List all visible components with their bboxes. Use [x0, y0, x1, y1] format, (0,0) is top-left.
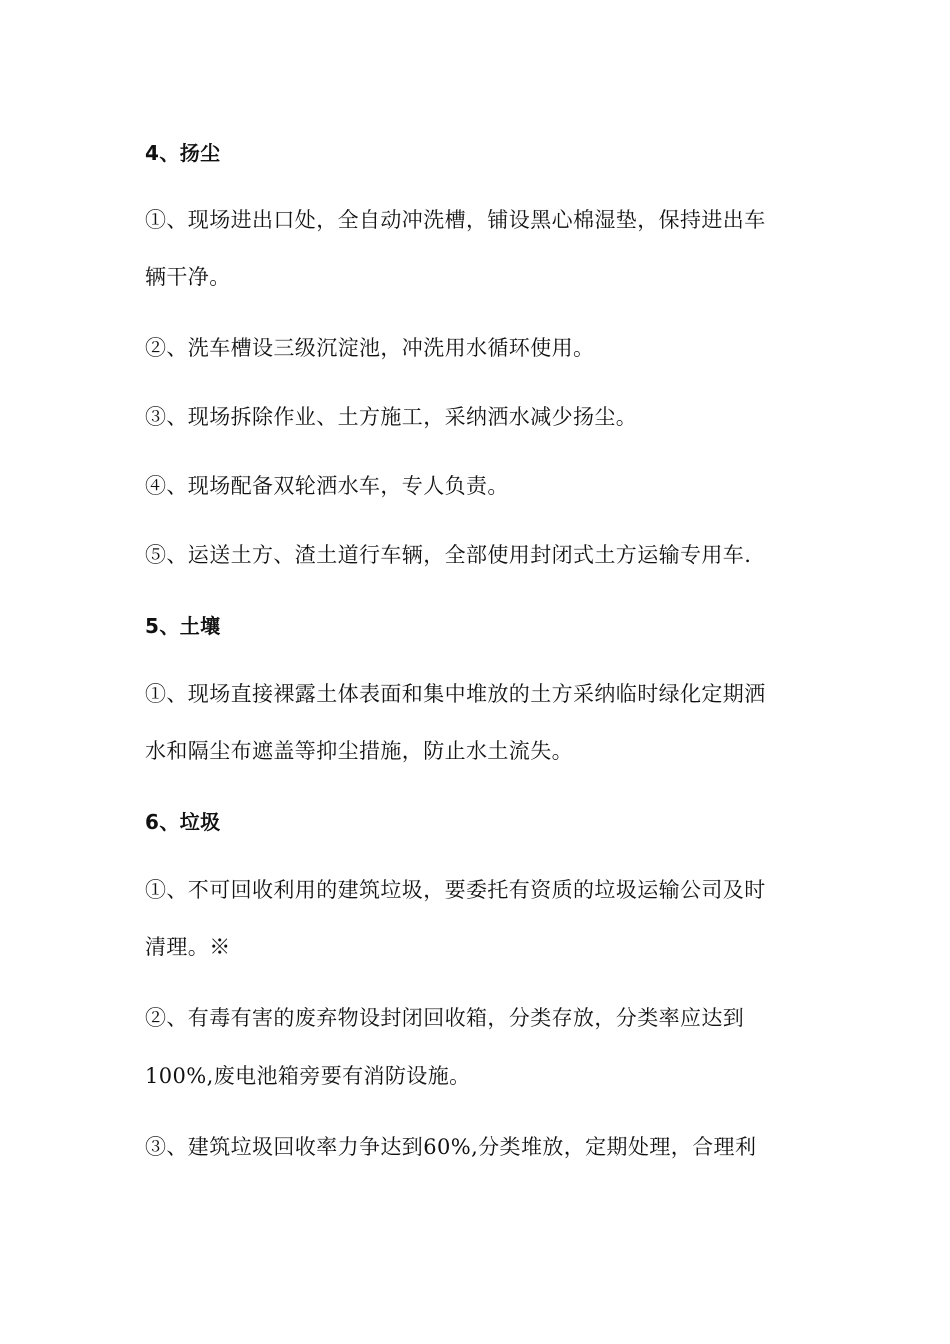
paragraph-soil-item-1-line-2: 水和隔尘布遮盖等抑尘措施，防止水土流失。	[145, 739, 573, 763]
paragraph-dust-item-4: ④、现场配备双轮洒水车，专人负责。	[145, 474, 509, 498]
paragraph-waste-item-2-line-1: ②、有毒有害的废弃物设封闭回收箱，分类存放，分类率应达到	[145, 1006, 745, 1030]
paragraph-dust-item-3: ③、现场拆除作业、土方施工，采纳洒水减少扬尘。	[145, 405, 638, 429]
paragraph-dust-item-2: ②、洗车槽设三级沉淀池，冲洗用水循环使用。	[145, 336, 595, 360]
paragraph-dust-item-5: ⑤、运送土方、渣土道行车辆，全部使用封闭式土方运输专用车.	[145, 543, 752, 567]
section-heading-dust: 4、扬尘	[145, 141, 221, 165]
paragraph-dust-item-1-line-2: 辆干净。	[145, 265, 231, 289]
section-heading-soil: 5、土壤	[145, 614, 221, 638]
paragraph-waste-item-2-line-2: 100%,废电池箱旁要有消防设施。	[145, 1064, 471, 1088]
paragraph-waste-item-1-line-1: ①、不可回收利用的建筑垃圾，要委托有资质的垃圾运输公司及时	[145, 878, 766, 902]
paragraph-dust-item-1-line-1: ①、现场进出口处，全自动冲洗槽，铺设黑心棉湿垫，保持进出车	[145, 208, 766, 232]
section-heading-waste: 6、垃圾	[145, 810, 221, 834]
paragraph-waste-item-1-line-2: 清理。※	[145, 935, 231, 959]
paragraph-waste-item-3-line-1: ③、建筑垃圾回收率力争达到60%,分类堆放，定期处理，合理利	[145, 1135, 757, 1159]
paragraph-soil-item-1-line-1: ①、现场直接裸露土体表面和集中堆放的土方采纳临时绿化定期洒	[145, 682, 766, 706]
